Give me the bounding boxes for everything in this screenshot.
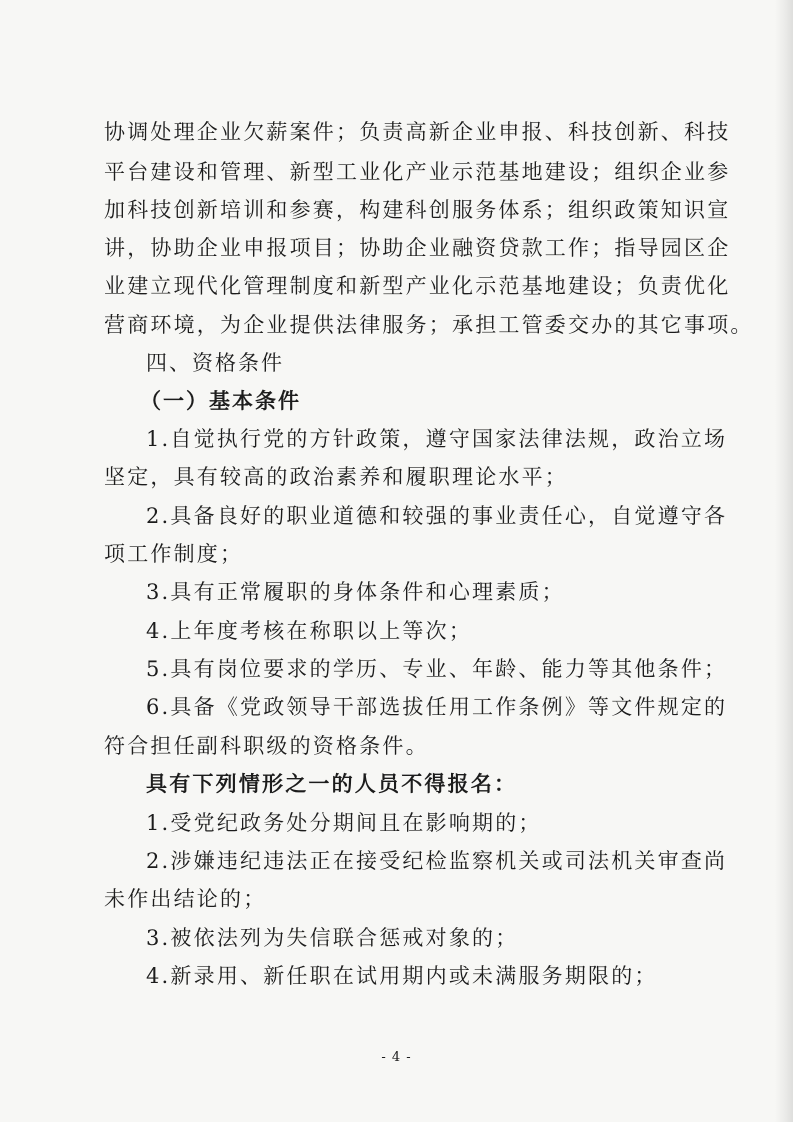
condition-item-5: 5.具有岗位要求的学历、专业、年龄、能力等其他条件； bbox=[146, 657, 728, 681]
condition-item-6-cont: 符合担任副科职级的资格条件。 bbox=[104, 734, 429, 758]
exclusion-item-3: 3.被依法列为失信联合惩戒对象的； bbox=[146, 926, 519, 950]
condition-item-4: 4.上年度考核在称职以上等次； bbox=[146, 619, 473, 643]
page-number: - 4 - bbox=[381, 1050, 412, 1065]
condition-item-1: 1.自觉执行党的方针政策，遵守国家法律法规，政治立场 bbox=[146, 427, 728, 451]
scan-shadow-edge bbox=[775, 0, 793, 1122]
exclusion-item-4: 4.新录用、新任职在试用期内或未满服务期限的； bbox=[146, 964, 658, 988]
exclusion-item-2: 2.涉嫌违纪违法正在接受纪检监察机关或司法机关审查尚 bbox=[146, 849, 728, 873]
condition-item-6: 6.具备《党政领导干部选拔任用工作条例》等文件规定的 bbox=[146, 695, 728, 719]
condition-item-1-cont: 坚定，具有较高的政治素养和履职理论水平； bbox=[104, 465, 568, 489]
duty-line-4: 讲，协助企业申报项目；协助企业融资贷款工作；指导园区企 bbox=[104, 236, 731, 260]
subsection-heading: （一）基本条件 bbox=[140, 389, 301, 413]
condition-item-2: 2.具备良好的职业道德和较强的事业责任心，自觉遵守各 bbox=[146, 504, 728, 528]
duty-line-5: 业建立现代化管理制度和新型产业化示范基地建设；负责优化 bbox=[104, 274, 731, 298]
duty-line-6: 营商环境，为企业提供法律服务；承担工管委交办的其它事项。 bbox=[104, 313, 754, 337]
duty-line-1: 协调处理企业欠薪案件；负责高新企业申报、科技创新、科技 bbox=[104, 120, 731, 144]
exclusion-heading: 具有下列情形之一的人员不得报名： bbox=[146, 771, 518, 796]
condition-item-3: 3.具有正常履职的身体条件和心理素质； bbox=[146, 580, 565, 604]
exclusion-item-1: 1.受党纪政务处分期间且在影响期的； bbox=[146, 811, 542, 835]
section-heading: 四、资格条件 bbox=[146, 351, 284, 375]
duty-line-2: 平台建设和管理、新型工业化产业示范基地建设；组织企业参 bbox=[104, 160, 731, 184]
condition-item-2-cont: 项工作制度； bbox=[104, 542, 244, 566]
exclusion-item-2-cont: 未作出结论的； bbox=[104, 887, 267, 911]
duty-line-3: 加科技创新培训和参赛，构建科创服务体系；组织政策知识宣 bbox=[104, 198, 731, 222]
